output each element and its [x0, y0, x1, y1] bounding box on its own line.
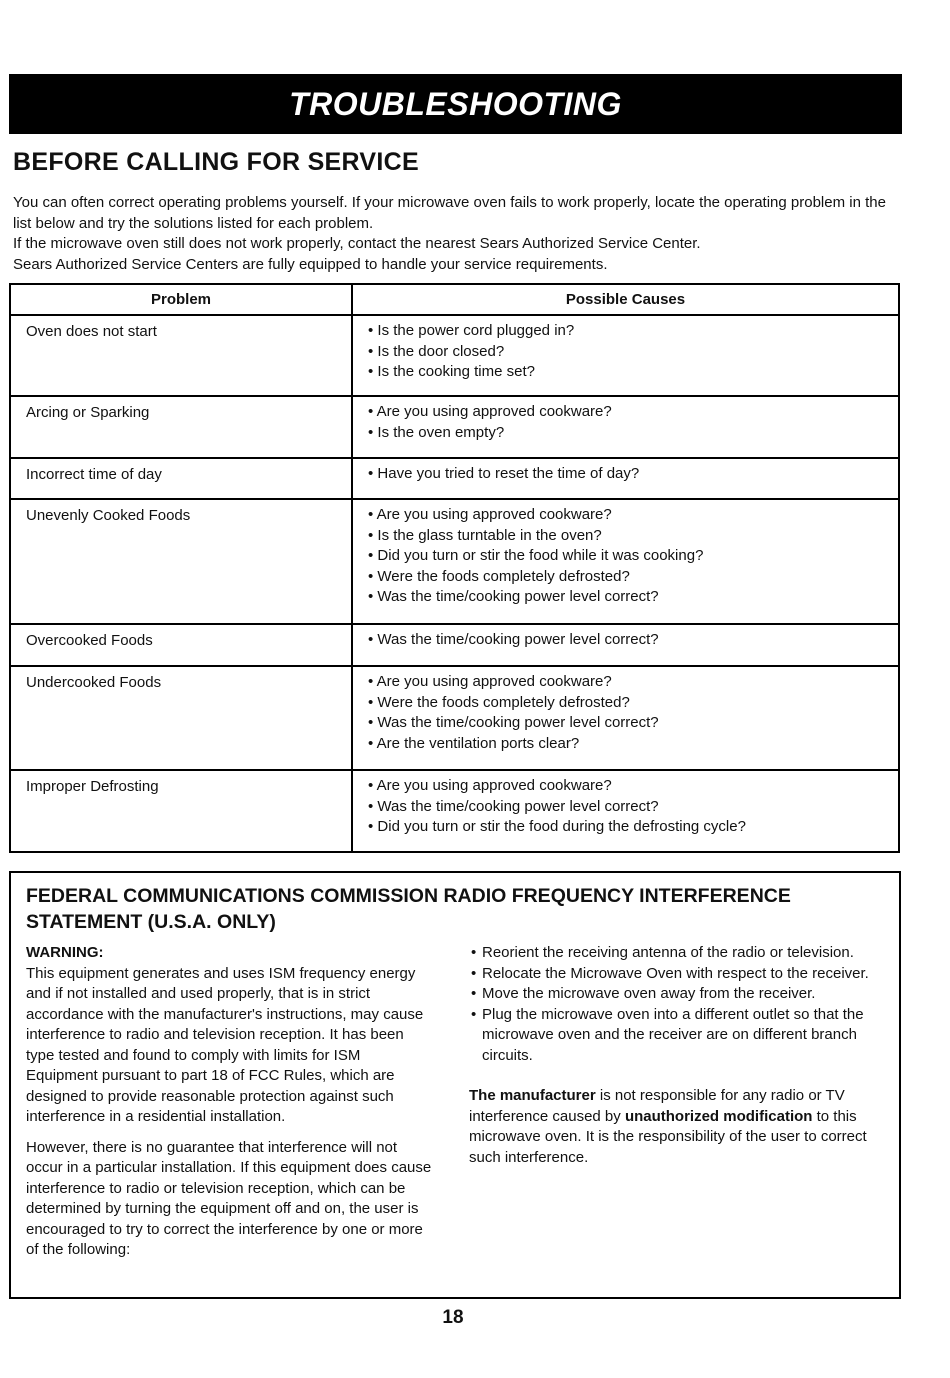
table-header-row [10, 284, 899, 315]
cause-item: • Is the cooking time set? [368, 363, 535, 380]
table-row [10, 624, 899, 666]
manufacturer-bold: unauthorized modification [624, 1107, 813, 1125]
page-number: 18 [442, 1307, 464, 1328]
cause-item: • Are you using approved cookware? [368, 506, 612, 523]
cause-item: • Have you tried to reset the time of day? [368, 465, 640, 482]
intro-text [13, 193, 893, 275]
fcc-statement-box [9, 871, 901, 1299]
manufacturer-mid: is not responsible for any radio or TV interference caused by [469, 1087, 845, 1125]
banner-title: TROUBLESHOOTING [289, 85, 622, 122]
cause-item: • Was the time/cooking power level correct? [368, 631, 659, 648]
problem-cell: Undercooked Foods [10, 666, 352, 770]
header-problem: Problem [10, 284, 352, 315]
table-row [10, 770, 899, 852]
manufacturer-statement [469, 1086, 889, 1168]
warning-label: WARNING: [26, 944, 104, 961]
problem-cell: Oven does not start [10, 315, 352, 396]
fcc-title: FEDERAL COMMUNICATIONS COMMISSION RADIO FREQUENCY INTERFERENCE STATEMENT (U.S.A. ONLY) [26, 885, 791, 933]
remedy-item: • Reorient the receiving antenna of the radio or television. [469, 943, 889, 964]
header-possible-causes: Possible Causes [352, 284, 899, 315]
fcc-left-column [26, 943, 436, 1271]
warning-text: This equipment generates and uses ISM frequency energy and if not installed and used properly, that is in strict accordance with the manufacturer's instructions, may cause interference to radio and television reception. It has been type tested and found to comply with limits for ISM Equipment pursuant to part 18 of FCC Rules, which are designed to provide reasonable protection against such interference in a residential installation. [26, 964, 424, 1125]
problem-cell: Unevenly Cooked Foods [10, 499, 352, 624]
intro-paragraph-3: Sears Authorized Service Centers are fully equipped to handle your service requirements. [13, 255, 608, 273]
table-row [10, 666, 899, 770]
cause-item: • Is the power cord plugged in? [368, 322, 575, 339]
table-row [10, 396, 899, 458]
fcc-right-column [469, 943, 889, 1168]
troubleshooting-table [9, 283, 900, 853]
remedy-item: • Relocate the Microwave Oven with respect to the receiver. [469, 964, 889, 985]
problem-cell: Arcing or Sparking [10, 396, 352, 458]
remedy-list [469, 943, 889, 1066]
causes-cell [352, 624, 899, 666]
cause-item: • Did you turn or stir the food while it was cooking? [368, 547, 704, 564]
however-text: However, there is no guarantee that interference will not occur in a particular installation. If this equipment does cause interference to radio or television reception, which can be determined by turning the equipment off and on, the user is encouraged to try to correct the interference by one or more of the following: [26, 1138, 432, 1258]
cause-item: • Was the time/cooking power level correct? [368, 714, 659, 731]
problem-cell: Overcooked Foods [10, 624, 352, 666]
causes-cell [352, 499, 899, 624]
remedy-item: • Move the microwave oven away from the receiver. [469, 984, 889, 1005]
troubleshooting-banner [9, 74, 902, 134]
cause-item: • Is the oven empty? [368, 423, 505, 441]
causes-cell [352, 396, 899, 458]
cause-item: • Are the ventilation ports clear? [368, 734, 580, 752]
cause-item: • Was the time/cooking power level correct? [368, 797, 659, 815]
cause-item: • Were the foods completely defrosted? [368, 567, 630, 585]
cause-item: • Is the door closed? [368, 342, 505, 360]
cause-item: • Was the time/cooking power level correct? [368, 588, 659, 605]
cause-item: • Are you using approved cookware? [368, 673, 612, 690]
section-title: BEFORE CALLING FOR SERVICE [13, 148, 419, 176]
intro-paragraph-2: If the microwave oven still does not work properly, contact the nearest Sears Authorized Service Center. [13, 235, 701, 252]
problem-cell: Incorrect time of day [10, 458, 352, 499]
manufacturer-lead: The manufacturer [469, 1087, 596, 1104]
intro-paragraph-1: You can often correct operating problems yourself. If your microwave oven fails to work properly, locate the operating problem in the list below and try the solutions listed for each problem. [13, 194, 886, 232]
table-row [10, 315, 899, 396]
causes-cell [352, 458, 899, 499]
causes-cell [352, 315, 899, 396]
cause-item: • Are you using approved cookware? [368, 777, 612, 794]
remedy-item: • Plug the microwave oven into a different outlet so that the microwave oven and the receiver are on different branch circuits. [469, 1005, 889, 1067]
manufacturer-tail: to this microwave oven. It is the responsibility of the user to correct such interference. [469, 1107, 867, 1166]
cause-item: • Is the glass turntable in the oven? [368, 526, 602, 544]
table-row [10, 458, 899, 499]
causes-cell [352, 770, 899, 852]
cause-item: • Did you turn or stir the food during the defrosting cycle? [368, 818, 746, 835]
cause-item: • Are you using approved cookware? [368, 403, 612, 420]
causes-cell [352, 666, 899, 770]
problem-cell: Improper Defrosting [10, 770, 352, 852]
table-row [10, 499, 899, 624]
cause-item: • Were the foods completely defrosted? [368, 693, 630, 711]
